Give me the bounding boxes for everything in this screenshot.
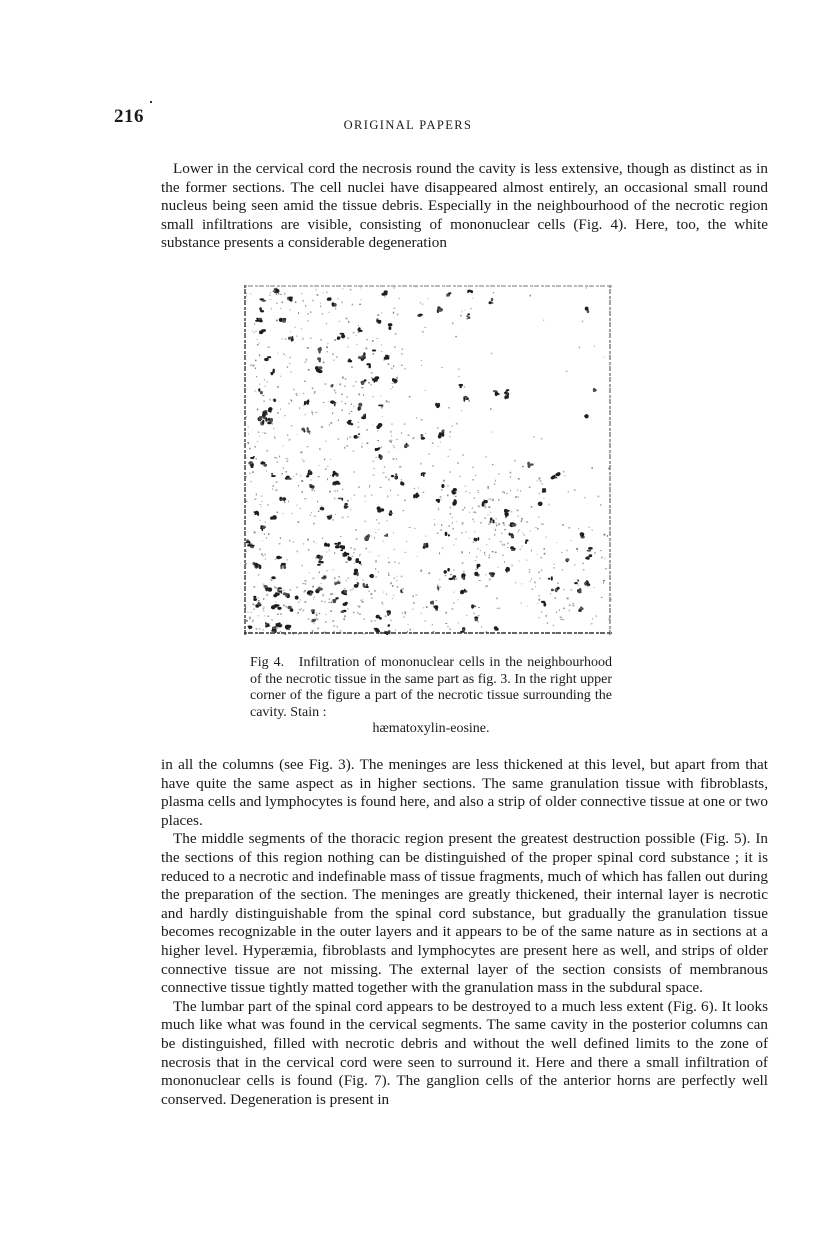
figure-caption: [250, 655, 612, 738]
paragraph-lumbar: The lumbar part of the spinal cord appears to be destroyed to a much less extent (Fig. 6). It looks much like what was found in the cervical segments. The same cavity in the posterior columns can be distinguished, filled with necrotic debris and without the well defined limits to the zone of necrosis that in the cervical cord were seen to surround it. Here and there a small infiltration of mononuclear cells is found (Fig. 7). The ganglion cells of the anterior horns are perfectly well conserved. Degeneration is present in: [161, 997, 768, 1108]
page-number: 216: [114, 106, 144, 127]
figure-micrograph: [244, 285, 612, 635]
caption-text: Infiltration of mononuclear cells in the neighbourhood of the necrotic tissue in the same part as fig. 3. In the right upper corner of the figure a part of the necrotic tissue surrounding the cavity. Stain :: [250, 655, 612, 720]
scan-speck: [150, 101, 152, 103]
figure-label: Fig 4.: [250, 655, 285, 670]
micrograph-image: [244, 285, 612, 635]
body-text: [161, 756, 768, 1109]
caption-stain: hæmatoxylin-eosine.: [372, 721, 490, 737]
paragraph-text: Lower in the cervical cord the necrosis round the cavity is less extensive, though as distinct as in the former sections. The cell nuclei have disappeared almost entirely, an occasional small round nucleus being seen amid the tissue debris. Especially in the neighbourhood of the necrotic region small infiltrations are visible, consisting of mononuclear cells (Fig. 4). Here, too, the white substance presents a considerable degeneration: [161, 160, 768, 252]
paragraph-continued: in all the columns (see Fig. 3). The meninges are less thickened at this level, but apart from that have quite the same aspect as in higher sections. The same granulation tissue with fibroblasts, plasma cells and lymphocytes is found here, and also a strip of older connective tissue at one or two places.: [161, 756, 768, 829]
paragraph-thoracic: The middle segments of the thoracic region present the greatest destruction possible (Fig. 5). In the sections of this region nothing can be distinguished of the proper spinal cord substance ; it is reduced to a necrotic and indefinable mass of tissue fragments, much of which has fallen out during the preparation of the section. The meninges are greatly thickened, their internal layer is necrotic and hardly distinguishable from the spinal cord substance, but gradually the granulation tissue becomes recognizable in the outer layers and it appears to be of the same nature as in sections at a higher level. Hyperæmia, fibroblasts and lymphocytes are present here as well, and strips of older connective tissue are not missing. The external layer of the section consists of membranous connective tissue tightly matted together with the granulation mass in the subdural space.: [161, 830, 768, 997]
top-paragraph: [161, 160, 768, 253]
running-head: ORIGINAL PAPERS: [343, 118, 473, 132]
